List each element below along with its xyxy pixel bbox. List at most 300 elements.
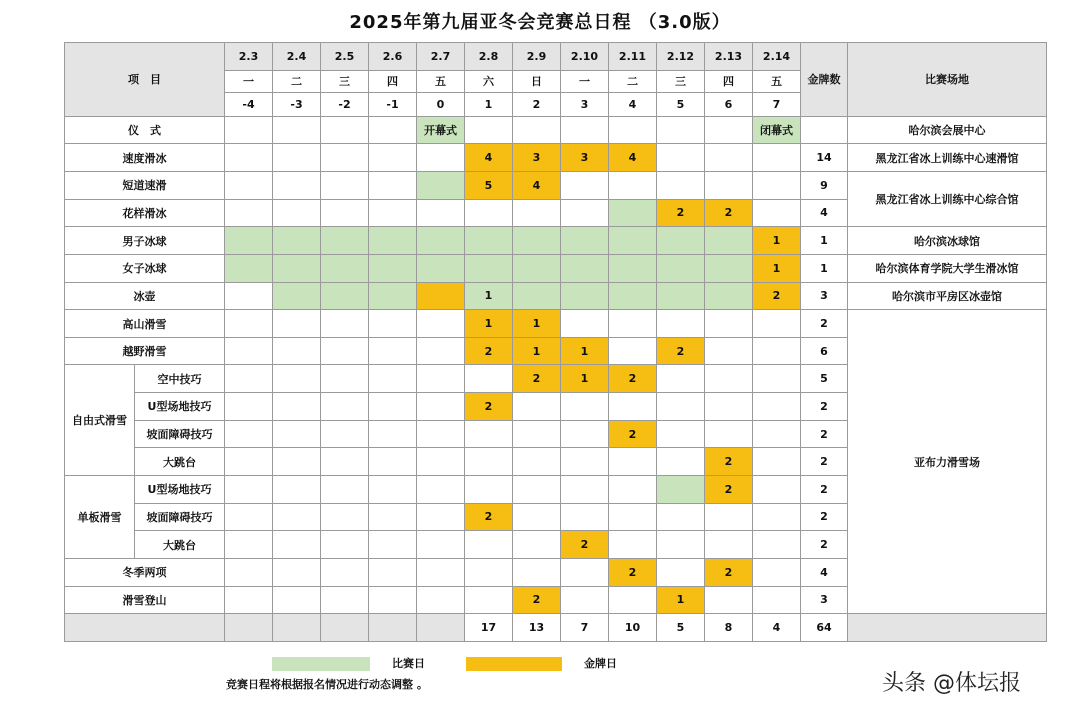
- empty-day-cell: [369, 199, 417, 227]
- competition-day-cell: [705, 282, 753, 310]
- legend-medal-swatch: [466, 657, 562, 671]
- empty-day-cell: [513, 116, 561, 144]
- medal-day-cell: 2: [465, 393, 513, 421]
- empty-day-cell: [417, 393, 465, 421]
- date-cell: 2.5: [321, 43, 369, 71]
- empty-day-cell: [417, 503, 465, 531]
- empty-day-cell: [417, 420, 465, 448]
- empty-day-cell: [657, 144, 705, 172]
- empty-day-cell: [561, 199, 609, 227]
- empty-day-cell: [609, 171, 657, 199]
- empty-day-cell: [753, 199, 801, 227]
- empty-day-cell: [465, 558, 513, 586]
- date-cell: 2.7: [417, 43, 465, 71]
- medal-count: 2: [801, 503, 848, 531]
- day-number-cell: 3: [561, 93, 609, 117]
- event-discipline: U型场地技巧: [135, 393, 225, 421]
- competition-day-cell: [513, 227, 561, 255]
- empty-day-cell: [657, 531, 705, 559]
- total-cell: [417, 614, 465, 642]
- venue-cell: 黑龙江省冰上训练中心综合馆: [848, 171, 1047, 226]
- medal-day-cell: 1: [513, 337, 561, 365]
- empty-day-cell: [273, 420, 321, 448]
- day-number-cell: 5: [657, 93, 705, 117]
- medal-count: 5: [801, 365, 848, 393]
- medal-day-cell: 2: [657, 337, 705, 365]
- empty-day-cell: [561, 558, 609, 586]
- empty-day-cell: [753, 393, 801, 421]
- empty-day-cell: [561, 393, 609, 421]
- empty-day-cell: [321, 531, 369, 559]
- empty-day-cell: [273, 171, 321, 199]
- medal-count: [801, 116, 848, 144]
- competition-day-cell: [369, 282, 417, 310]
- empty-day-cell: [225, 171, 273, 199]
- medal-day-cell: 5: [465, 171, 513, 199]
- venue-cell: 哈尔滨会展中心: [848, 116, 1047, 144]
- empty-day-cell: [561, 448, 609, 476]
- medal-day-cell: 2: [609, 365, 657, 393]
- empty-day-cell: [753, 365, 801, 393]
- empty-day-cell: [369, 476, 417, 504]
- medal-day-cell: 2: [609, 558, 657, 586]
- empty-day-cell: [225, 116, 273, 144]
- medal-day-cell: 1: [657, 586, 705, 614]
- medal-day-cell: 3: [561, 144, 609, 172]
- empty-day-cell: [465, 531, 513, 559]
- event-name: 越野滑雪: [65, 337, 225, 365]
- medals-header: 金牌数: [801, 43, 848, 117]
- empty-day-cell: [417, 365, 465, 393]
- total-medals: 64: [801, 614, 848, 642]
- empty-day-cell: [753, 171, 801, 199]
- date-cell: 2.4: [273, 43, 321, 71]
- schedule-row: [65, 116, 1047, 144]
- medal-day-cell: 2: [753, 282, 801, 310]
- empty-day-cell: [369, 171, 417, 199]
- medal-count: 4: [801, 199, 848, 227]
- competition-day-cell: [417, 254, 465, 282]
- empty-day-cell: [225, 420, 273, 448]
- schedule-row: [65, 310, 1047, 338]
- medal-day-cell: 2: [513, 586, 561, 614]
- empty-day-cell: [225, 365, 273, 393]
- total-cell: 8: [705, 614, 753, 642]
- total-cell: 17: [465, 614, 513, 642]
- empty-day-cell: [705, 503, 753, 531]
- empty-day-cell: [417, 558, 465, 586]
- empty-day-cell: [513, 199, 561, 227]
- empty-day-cell: [465, 476, 513, 504]
- empty-day-cell: [225, 586, 273, 614]
- empty-day-cell: [369, 586, 417, 614]
- date-cell: 2.9: [513, 43, 561, 71]
- medal-day-cell: 1: [513, 310, 561, 338]
- empty-day-cell: [417, 448, 465, 476]
- empty-day-cell: [561, 503, 609, 531]
- empty-day-cell: [465, 586, 513, 614]
- empty-day-cell: [657, 393, 705, 421]
- empty-day-cell: [369, 365, 417, 393]
- competition-day-cell: 1: [465, 282, 513, 310]
- empty-day-cell: [369, 531, 417, 559]
- empty-day-cell: [513, 448, 561, 476]
- empty-day-cell: [273, 531, 321, 559]
- venue-cell: 哈尔滨体育学院大学生滑冰馆: [848, 254, 1047, 282]
- empty-day-cell: [417, 337, 465, 365]
- medal-count: 2: [801, 420, 848, 448]
- empty-day-cell: [465, 448, 513, 476]
- empty-day-cell: [225, 558, 273, 586]
- empty-day-cell: [417, 199, 465, 227]
- source-watermark: 头条 @体坛报: [882, 671, 1021, 696]
- total-cell: [225, 614, 273, 642]
- empty-day-cell: [321, 365, 369, 393]
- empty-day-cell: [753, 310, 801, 338]
- weekday-cell: 四: [369, 70, 417, 93]
- competition-day-cell: [273, 254, 321, 282]
- date-cell: 2.6: [369, 43, 417, 71]
- empty-day-cell: [705, 393, 753, 421]
- schedule-table: [64, 42, 1047, 642]
- empty-day-cell: [321, 171, 369, 199]
- competition-day-cell: [225, 227, 273, 255]
- empty-day-cell: [753, 503, 801, 531]
- day-number-cell: 6: [705, 93, 753, 117]
- medal-day-cell: 2: [513, 365, 561, 393]
- competition-day-cell: [657, 476, 705, 504]
- schedule-note: 竞赛日程将根据报名情况进行动态调整 。: [226, 678, 428, 691]
- competition-day-cell: [369, 227, 417, 255]
- day-number-cell: 4: [609, 93, 657, 117]
- schedule-row: [65, 227, 1047, 255]
- day-number-cell: -2: [321, 93, 369, 117]
- date-cell: 2.8: [465, 43, 513, 71]
- weekday-cell: 二: [609, 70, 657, 93]
- competition-day-cell: [513, 282, 561, 310]
- competition-day-cell: [609, 254, 657, 282]
- date-cell: 2.11: [609, 43, 657, 71]
- competition-day-cell: [321, 282, 369, 310]
- competition-day-cell: [561, 227, 609, 255]
- empty-day-cell: [273, 365, 321, 393]
- totals-label: [65, 614, 225, 642]
- empty-day-cell: [321, 420, 369, 448]
- venue-cell: 哈尔滨市平房区冰壶馆: [848, 282, 1047, 310]
- medal-day-cell: 4: [513, 171, 561, 199]
- medal-day-cell: 4: [609, 144, 657, 172]
- empty-day-cell: [273, 558, 321, 586]
- total-cell: 13: [513, 614, 561, 642]
- empty-day-cell: [417, 531, 465, 559]
- empty-day-cell: [609, 116, 657, 144]
- empty-day-cell: [753, 586, 801, 614]
- empty-day-cell: [657, 420, 705, 448]
- medal-day-cell: 2: [705, 448, 753, 476]
- empty-day-cell: [609, 310, 657, 338]
- empty-day-cell: [753, 558, 801, 586]
- weekday-cell: 五: [417, 70, 465, 93]
- competition-day-cell: [369, 254, 417, 282]
- date-cell: 2.14: [753, 43, 801, 71]
- event-name: 短道速滑: [65, 171, 225, 199]
- totals-venue: [848, 614, 1047, 642]
- empty-day-cell: [273, 476, 321, 504]
- competition-day-cell: [465, 254, 513, 282]
- empty-day-cell: [369, 393, 417, 421]
- empty-day-cell: [417, 476, 465, 504]
- schedule-row: [65, 254, 1047, 282]
- total-cell: [321, 614, 369, 642]
- total-cell: 4: [753, 614, 801, 642]
- empty-day-cell: [369, 310, 417, 338]
- empty-day-cell: [753, 420, 801, 448]
- empty-day-cell: [657, 448, 705, 476]
- weekday-cell: 二: [273, 70, 321, 93]
- empty-day-cell: [273, 310, 321, 338]
- medal-day-cell: 2: [705, 199, 753, 227]
- competition-day-cell: [321, 227, 369, 255]
- day-number-cell: -4: [225, 93, 273, 117]
- medal-count: 2: [801, 393, 848, 421]
- empty-day-cell: [321, 144, 369, 172]
- empty-day-cell: [225, 448, 273, 476]
- empty-day-cell: [705, 144, 753, 172]
- empty-day-cell: [225, 199, 273, 227]
- legend-competition-label: 比赛日: [392, 657, 425, 670]
- competition-day-cell: [657, 227, 705, 255]
- medal-day-cell: 2: [561, 531, 609, 559]
- event-name: 仪 式: [65, 116, 225, 144]
- medal-count: 9: [801, 171, 848, 199]
- empty-day-cell: [513, 558, 561, 586]
- empty-day-cell: [705, 116, 753, 144]
- total-cell: 7: [561, 614, 609, 642]
- empty-day-cell: [321, 393, 369, 421]
- medal-day-cell: 2: [705, 558, 753, 586]
- date-cell: 2.10: [561, 43, 609, 71]
- competition-day-cell: [705, 254, 753, 282]
- day-number-cell: -3: [273, 93, 321, 117]
- empty-day-cell: [225, 144, 273, 172]
- empty-day-cell: [561, 586, 609, 614]
- medal-day-cell: 1: [753, 254, 801, 282]
- empty-day-cell: [465, 116, 513, 144]
- venue-cell: 黑龙江省冰上训练中心速滑馆: [848, 144, 1047, 172]
- empty-day-cell: [657, 310, 705, 338]
- empty-day-cell: [321, 116, 369, 144]
- competition-day-cell: [417, 171, 465, 199]
- medal-day-cell: 1: [561, 337, 609, 365]
- empty-day-cell: [369, 503, 417, 531]
- competition-day-cell: [657, 282, 705, 310]
- legend-competition-swatch: [272, 657, 370, 671]
- medal-count: 1: [801, 227, 848, 255]
- empty-day-cell: [369, 558, 417, 586]
- empty-day-cell: [705, 531, 753, 559]
- competition-day-cell: [561, 282, 609, 310]
- empty-day-cell: [321, 337, 369, 365]
- empty-day-cell: [225, 337, 273, 365]
- event-name: 花样滑冰: [65, 199, 225, 227]
- empty-day-cell: [225, 393, 273, 421]
- weekday-cell: 三: [321, 70, 369, 93]
- event-discipline: 坡面障碍技巧: [135, 503, 225, 531]
- medal-count: 2: [801, 310, 848, 338]
- total-cell: 5: [657, 614, 705, 642]
- competition-day-cell: [417, 227, 465, 255]
- empty-day-cell: [273, 199, 321, 227]
- weekday-cell: 五: [753, 70, 801, 93]
- day-number-cell: 1: [465, 93, 513, 117]
- weekday-cell: 四: [705, 70, 753, 93]
- weekday-cell: 日: [513, 70, 561, 93]
- medal-count: 2: [801, 448, 848, 476]
- empty-day-cell: [417, 586, 465, 614]
- empty-day-cell: [561, 420, 609, 448]
- schedule-row: [65, 171, 1047, 199]
- date-cell: 2.12: [657, 43, 705, 71]
- medal-day-cell: 3: [513, 144, 561, 172]
- empty-day-cell: [705, 365, 753, 393]
- competition-day-cell: [273, 282, 321, 310]
- empty-day-cell: [273, 337, 321, 365]
- day-number-cell: 2: [513, 93, 561, 117]
- competition-day-cell: [321, 254, 369, 282]
- empty-day-cell: [369, 116, 417, 144]
- item-header: 项 目: [65, 43, 225, 117]
- total-cell: [273, 614, 321, 642]
- empty-day-cell: [609, 448, 657, 476]
- schedule-row: [65, 144, 1047, 172]
- total-cell: [369, 614, 417, 642]
- empty-day-cell: [561, 116, 609, 144]
- event-discipline: 空中技巧: [135, 365, 225, 393]
- empty-day-cell: [705, 310, 753, 338]
- empty-day-cell: [705, 337, 753, 365]
- competition-day-cell: [561, 254, 609, 282]
- empty-day-cell: [609, 476, 657, 504]
- medal-count: 6: [801, 337, 848, 365]
- medal-day-cell: 1: [561, 365, 609, 393]
- day-number-cell: 0: [417, 93, 465, 117]
- date-cell: 2.3: [225, 43, 273, 71]
- empty-day-cell: [657, 503, 705, 531]
- empty-day-cell: [657, 171, 705, 199]
- empty-day-cell: [705, 420, 753, 448]
- event-group: 自由式滑雪: [65, 365, 135, 476]
- medal-day-cell: [417, 282, 465, 310]
- competition-day-cell: 开幕式: [417, 116, 465, 144]
- empty-day-cell: [753, 531, 801, 559]
- empty-day-cell: [321, 310, 369, 338]
- medal-day-cell: 4: [465, 144, 513, 172]
- empty-day-cell: [609, 337, 657, 365]
- empty-day-cell: [273, 393, 321, 421]
- weekday-cell: 一: [225, 70, 273, 93]
- medal-count: 3: [801, 282, 848, 310]
- empty-day-cell: [273, 586, 321, 614]
- competition-day-cell: 闭幕式: [753, 116, 801, 144]
- event-discipline: 大跳台: [135, 448, 225, 476]
- schedule-row: [65, 282, 1047, 310]
- empty-day-cell: [225, 531, 273, 559]
- medal-count: 4: [801, 558, 848, 586]
- venue-cell: 亚布力滑雪场: [848, 310, 1047, 614]
- event-name: 速度滑冰: [65, 144, 225, 172]
- event-name: 高山滑雪: [65, 310, 225, 338]
- medal-day-cell: 2: [657, 199, 705, 227]
- empty-day-cell: [225, 310, 273, 338]
- empty-day-cell: [753, 476, 801, 504]
- empty-day-cell: [609, 531, 657, 559]
- event-discipline: 坡面障碍技巧: [135, 420, 225, 448]
- medal-count: 2: [801, 531, 848, 559]
- weekday-cell: 三: [657, 70, 705, 93]
- competition-day-cell: [657, 254, 705, 282]
- empty-day-cell: [753, 448, 801, 476]
- competition-day-cell: [465, 227, 513, 255]
- medal-count: 1: [801, 254, 848, 282]
- empty-day-cell: [273, 144, 321, 172]
- empty-day-cell: [513, 531, 561, 559]
- event-name: 冰壶: [65, 282, 225, 310]
- medal-count: 2: [801, 476, 848, 504]
- event-name: 男子冰球: [65, 227, 225, 255]
- empty-day-cell: [465, 365, 513, 393]
- empty-day-cell: [513, 393, 561, 421]
- empty-day-cell: [561, 310, 609, 338]
- medal-day-cell: 1: [753, 227, 801, 255]
- empty-day-cell: [225, 503, 273, 531]
- medal-day-cell: 2: [465, 337, 513, 365]
- empty-day-cell: [321, 503, 369, 531]
- empty-day-cell: [369, 448, 417, 476]
- competition-day-cell: [609, 199, 657, 227]
- empty-day-cell: [273, 448, 321, 476]
- weekday-cell: 一: [561, 70, 609, 93]
- empty-day-cell: [369, 420, 417, 448]
- competition-day-cell: [609, 282, 657, 310]
- empty-day-cell: [561, 171, 609, 199]
- empty-day-cell: [225, 282, 273, 310]
- medal-day-cell: 2: [609, 420, 657, 448]
- competition-day-cell: [609, 227, 657, 255]
- competition-day-cell: [273, 227, 321, 255]
- empty-day-cell: [561, 476, 609, 504]
- venue-header: 比赛场地: [848, 43, 1047, 117]
- event-discipline: U型场地技巧: [135, 476, 225, 504]
- empty-day-cell: [609, 393, 657, 421]
- event-group: 单板滑雪: [65, 476, 135, 559]
- medal-count: 14: [801, 144, 848, 172]
- date-cell: 2.13: [705, 43, 753, 71]
- medal-day-cell: 2: [705, 476, 753, 504]
- empty-day-cell: [657, 365, 705, 393]
- day-number-cell: 7: [753, 93, 801, 117]
- day-number-cell: -1: [369, 93, 417, 117]
- weekday-cell: 六: [465, 70, 513, 93]
- empty-day-cell: [225, 476, 273, 504]
- competition-day-cell: [705, 227, 753, 255]
- empty-day-cell: [657, 116, 705, 144]
- empty-day-cell: [417, 310, 465, 338]
- empty-day-cell: [705, 171, 753, 199]
- event-name: 冬季两项: [65, 558, 225, 586]
- legend-medal-label: 金牌日: [584, 657, 617, 670]
- empty-day-cell: [753, 337, 801, 365]
- empty-day-cell: [321, 586, 369, 614]
